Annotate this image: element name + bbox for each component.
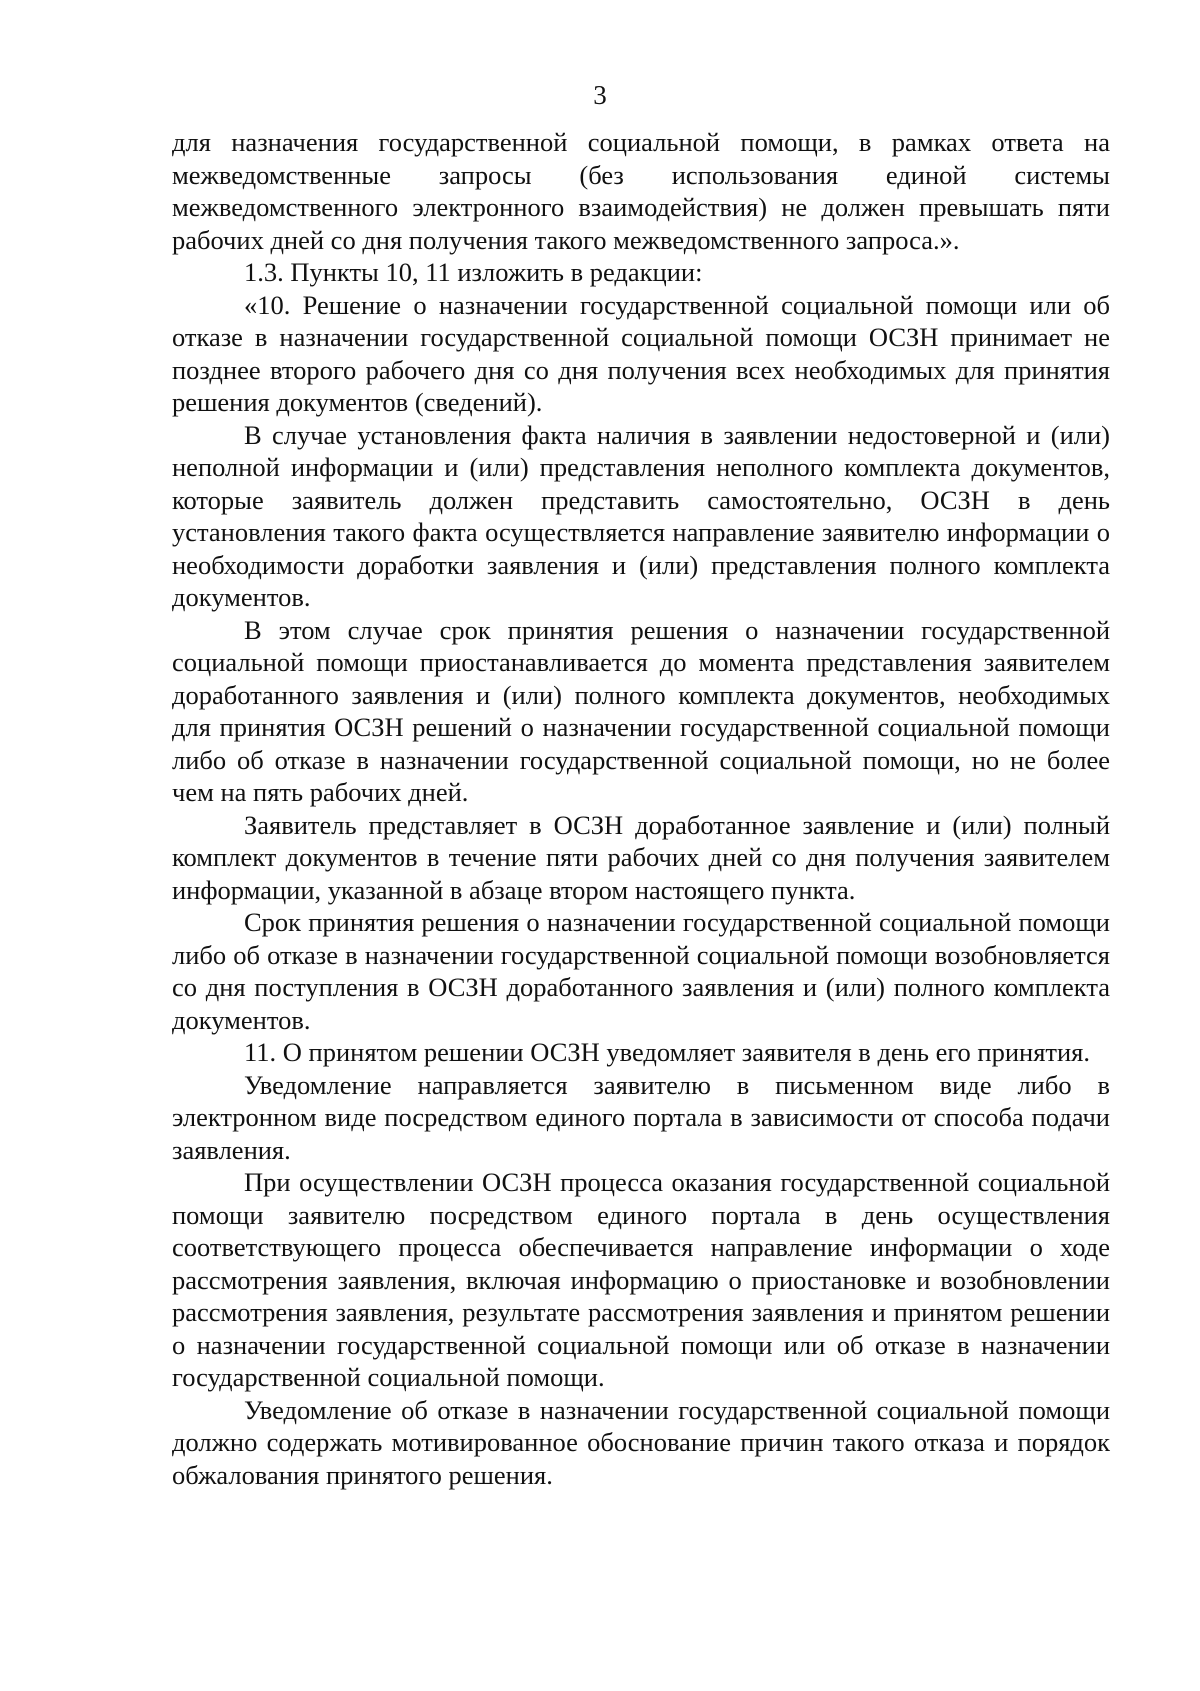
paragraph-notification-method: Уведомление направляется заявителю в письменном виде либо в электронном виде посредством единого портала в зависимости от способа подачи заявления. <box>172 1069 1110 1165</box>
paragraph-item-1-3: 1.3. Пункты 10, 11 изложить в редакции: <box>244 257 703 287</box>
page-number: 3 <box>593 80 607 110</box>
paragraph-suspension: В этом случае срок принятия решения о назначении государственной социальной помощи приостанавливается до момента представления заявителем доработанного заявления и (или) полного комплекта документов, необходимых для принятия ОСЗН решений о назначении государственной социальной помощи либо об отказе в назначении государственной социальной помощи, но не более чем на пять рабочих дней. <box>172 614 1110 807</box>
paragraph-refusal-notice: Уведомление об отказе в назначении государственной социальной помощи должно содержать мотивированное обоснование причин такого отказа и порядок обжалования принятого решения. <box>172 1394 1110 1490</box>
paragraph-item-10: «10. Решение о назначении государственной социальной помощи или об отказе в назначении государственной социальной помощи ОСЗН принимает не позднее второго рабочего дня со дня получения всех необходимых для принятия решения документов (сведений). <box>172 289 1110 417</box>
paragraph-resumption: Срок принятия решения о назначении государственной социальной помощи либо об отказе в назначении государственной социальной помощи возобновляется со дня поступления в ОСЗН доработанного заявления и (или) полного комплекта документов. <box>172 907 1110 1035</box>
paragraph-applicant-submission: Заявитель представляет в ОСЗН доработанное заявление и (или) полный комплект документов в течение пяти рабочих дней со дня получения заявителем информации, указанной в абзаце втором настоящего пункта. <box>172 809 1110 905</box>
paragraph-portal-process: При осуществлении ОСЗН процесса оказания государственной социальной помощи заявителю посредством единого портала в день осуществления соответствующего процесса обеспечивается направление информации о ходе рассмотрения заявления, включая информацию о приостановке и возобновлении рассмотрения заявления, результате рассмотрения заявления и принятом решении о назначении государственной социальной помощи или об отказе в назначении государственной социальной помощи. <box>172 1167 1110 1392</box>
paragraph-continuation: для назначения государственной социальной помощи, в рамках ответа на межведомственные запросы (без использования единой системы межведомственного электронного взаимодействия) не должен превышать пяти рабочих дней со дня получения такого межведомственного запроса.». <box>172 127 1110 255</box>
paragraph-incomplete-info: В случае установления факта наличия в заявлении недостоверной и (или) неполной информации и (или) представления неполного комплекта документов, которые заявитель должен представить самостоятельно, ОСЗН в день установления такого факта осуществляется направление заявителю информации о необходимости доработки заявления и (или) представления полного комплекта документов. <box>172 419 1110 612</box>
paragraph-item-11: 11. О принятом решении ОСЗН уведомляет заявителя в день его принятия. <box>244 1037 1090 1067</box>
document-body <box>172 126 1110 1491</box>
